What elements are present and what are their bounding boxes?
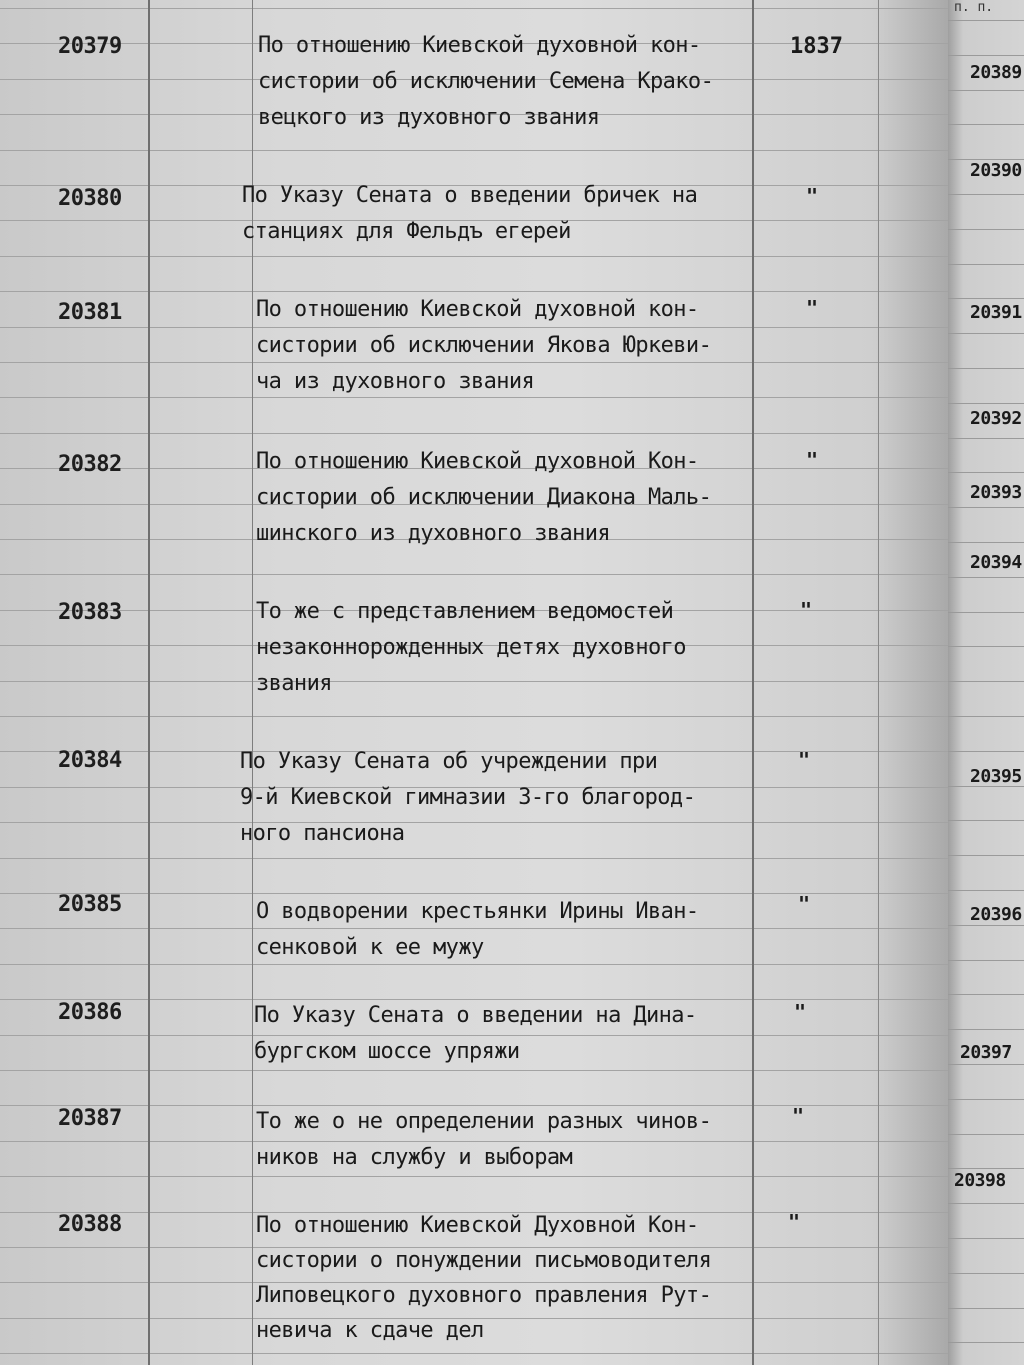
right-case-number: 20395 <box>970 766 1022 787</box>
ruled-line <box>948 577 1024 578</box>
column-rule-year-left <box>752 0 754 1365</box>
ruled-line <box>0 150 948 151</box>
ruled-line <box>948 229 1024 230</box>
right-case-number: 20394 <box>970 552 1022 573</box>
column-header-fragment: п. п. <box>954 0 994 15</box>
ruled-line <box>948 1273 1024 1274</box>
ruled-line <box>948 472 1024 473</box>
column-rule-year-right <box>878 0 879 1365</box>
case-description: О водворении крестьянки Ирины Иван- сенковой к ее мужу <box>256 899 699 960</box>
ruled-line <box>948 298 1024 299</box>
ruled-line <box>948 55 1024 56</box>
case-description: По Указу Сената об учреждении при 9-й Киевской гимназии 3-го благород- ного пансиона <box>240 749 696 846</box>
ruled-line <box>948 612 1024 613</box>
right-case-number: 20393 <box>970 482 1022 503</box>
case-number: 20387 <box>58 1106 122 1131</box>
ditto-mark: " <box>800 598 813 622</box>
ruled-line <box>948 1203 1024 1204</box>
ruled-line <box>948 1238 1024 1239</box>
case-year: 1837 <box>790 34 843 59</box>
ruled-line <box>948 1342 1024 1343</box>
right-case-number: 20390 <box>970 160 1022 181</box>
case-number: 20384 <box>58 748 122 773</box>
right-case-number: 20396 <box>970 904 1022 925</box>
ruled-line <box>0 256 948 257</box>
case-number: 20386 <box>58 1000 122 1025</box>
ruled-line <box>0 8 948 9</box>
archive-page-right-edge <box>948 0 1024 1365</box>
column-rule-number <box>148 0 150 1365</box>
ditto-mark: " <box>794 1000 807 1024</box>
ditto-mark: " <box>792 1104 805 1128</box>
case-description: По отношению Киевской духовной кон- систории об исключении Якова Юркеви- ча из духовного звания <box>256 297 712 394</box>
ruled-line <box>0 1070 948 1071</box>
ruled-line <box>948 90 1024 91</box>
ruled-line <box>948 1099 1024 1100</box>
ruled-line <box>948 646 1024 647</box>
case-number: 20382 <box>58 452 122 477</box>
right-case-number: 20389 <box>970 62 1022 83</box>
ruled-line <box>948 507 1024 508</box>
ditto-mark: " <box>806 448 819 472</box>
case-description: То же с представлением ведомостей незаконнорожденных детях духовного звания <box>256 599 686 696</box>
ruled-line <box>948 194 1024 195</box>
right-case-number: 20391 <box>970 302 1022 323</box>
right-case-number: 20397 <box>960 1042 1012 1063</box>
right-case-number: 20398 <box>954 1170 1006 1191</box>
ruled-line <box>948 403 1024 404</box>
ruled-line <box>948 681 1024 682</box>
ruled-line <box>0 574 948 575</box>
case-description: То же о не определении разных чинов- ников на службу и выборам <box>256 1109 712 1170</box>
ruled-line <box>948 855 1024 856</box>
case-number: 20388 <box>58 1212 122 1237</box>
case-number: 20385 <box>58 892 122 917</box>
ruled-line <box>948 820 1024 821</box>
ruled-line <box>948 264 1024 265</box>
ruled-line <box>0 1176 948 1177</box>
ruled-line <box>948 438 1024 439</box>
right-case-number: 20392 <box>970 408 1022 429</box>
ditto-mark: " <box>806 184 819 208</box>
ruled-line <box>948 994 1024 995</box>
case-description: По Указу Сената о введении бричек на станциях для Фельдъ егерей <box>242 183 698 244</box>
ruled-line <box>0 716 948 717</box>
ruled-line <box>948 751 1024 752</box>
case-description: По отношению Киевской Духовной Кон- систории о понуждении письмоводителя Липовецкого духовного правления Рут- невича к сдаче дел <box>256 1213 712 1343</box>
ruled-line <box>948 124 1024 125</box>
ruled-line <box>948 1134 1024 1135</box>
case-number: 20383 <box>58 600 122 625</box>
ruled-line <box>948 960 1024 961</box>
case-description: По отношению Киевской духовной Кон- систории об исключении Диакона Маль- шинского из духовного звания <box>256 449 712 546</box>
ditto-mark: " <box>788 1210 801 1234</box>
ruled-line <box>948 1308 1024 1309</box>
ruled-line <box>948 1064 1024 1065</box>
ruled-line <box>948 368 1024 369</box>
ruled-line <box>0 433 948 434</box>
ruled-line <box>948 542 1024 543</box>
ruled-line <box>0 858 948 859</box>
ruled-line <box>948 333 1024 334</box>
ditto-mark: " <box>798 748 811 772</box>
case-number: 20381 <box>58 300 122 325</box>
ruled-line <box>948 716 1024 717</box>
ditto-mark: " <box>806 296 819 320</box>
ruled-line <box>948 890 1024 891</box>
ruled-line <box>948 20 1024 21</box>
case-number: 20380 <box>58 186 122 211</box>
case-description: По Указу Сената о введении на Дина- бургском шоссе упряжи <box>254 1003 697 1064</box>
ruled-line <box>0 1353 948 1354</box>
ditto-mark: " <box>798 892 811 916</box>
case-description: По отношению Киевской духовной кон- систории об исключении Семена Крако- вецкого из духовного звания <box>258 33 714 130</box>
ruled-line <box>948 1029 1024 1030</box>
case-number: 20379 <box>58 34 122 59</box>
